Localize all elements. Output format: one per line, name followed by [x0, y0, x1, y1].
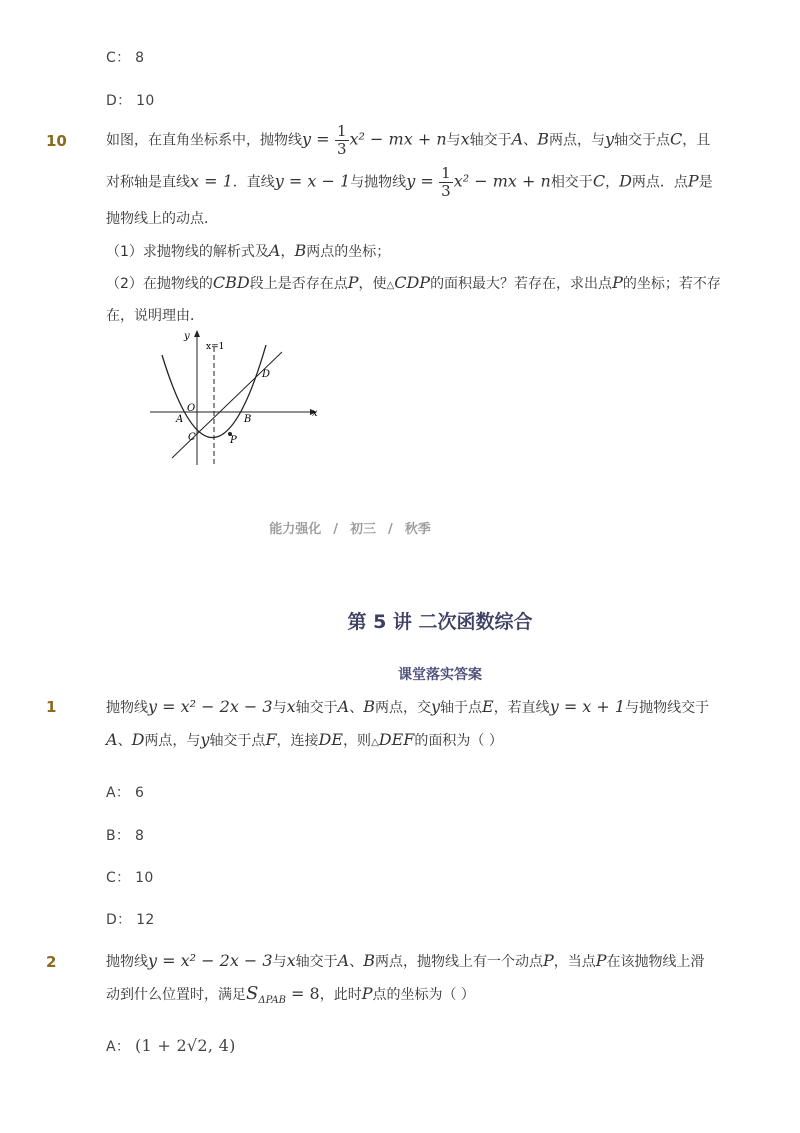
q1-line-2: A、D两点，与y轴交于点F，连接DE，则△DEF的面积为（ ）	[106, 730, 503, 749]
q1-option-c[interactable]: C： 10	[106, 870, 154, 886]
label-o: O	[187, 403, 196, 414]
q10-line-3: 抛物线上的动点．	[106, 211, 218, 227]
label-d: D	[262, 369, 271, 380]
q1-option-b[interactable]: B： 8	[106, 828, 145, 844]
label-b: B	[244, 414, 252, 425]
q2-line-1: 抛物线y = x² − 2x − 3与x轴交于A、B两点，抛物线上有一个动点P，当点P在该抛物线上滑	[106, 951, 705, 970]
q10-line-2: 对称轴是直线x = 1．直线y = x − 1与抛物线y = $\frac{1}{3}$ x² − mx + n相交于C，D两点．点P是	[106, 164, 713, 200]
label-a: A	[176, 414, 184, 425]
q10-part-2: （2）在抛物线的CBD段上是否存在点P，使△CDP的面积最大？若存在，求出点P的坐标；若不存	[106, 273, 721, 292]
question-number-2: 2	[46, 953, 57, 971]
label-p: P	[230, 435, 237, 446]
y-axis-arrow	[194, 330, 200, 337]
footer-breadcrumb: 能力强化 / 初三 / 秋季	[269, 522, 431, 537]
option-d-prev: D： 10	[106, 93, 155, 109]
q1-option-d[interactable]: D： 12	[106, 912, 155, 928]
fraction-one-third-2: $\frac{1}{3}$	[441, 164, 451, 200]
parabola-figure	[140, 325, 330, 470]
q10-part-1: （1）求抛物线的解析式及A，B两点的坐标；	[106, 241, 391, 260]
q2-line-2: 动到什么位置时，满足$S_{\Delta PAB} = 8$，此时P点的坐标为（ ）	[106, 983, 475, 1006]
section-title: 课堂落实答案	[398, 667, 482, 683]
fraction-one-third: $\frac{1}{3}$	[336, 122, 347, 158]
axis-label-y: y	[184, 331, 190, 342]
q2-option-a[interactable]: A： (1 + 2√2, 4)	[106, 1036, 236, 1055]
axis-label-x: x	[312, 408, 318, 419]
q10-part-2-cont: 在，说明理由．	[106, 308, 204, 324]
option-c-prev: C： 8	[106, 50, 145, 66]
label-c: C	[188, 432, 196, 443]
lesson-title: 第 5 讲 二次函数综合	[347, 611, 533, 633]
q1-line-1: 抛物线y = x² − 2x − 3与x轴交于A、B两点，交y轴于点E，若直线y = x + 1与抛物线交于	[106, 697, 710, 716]
question-number-1: 1	[46, 698, 57, 716]
q1-option-a[interactable]: A： 6	[106, 785, 145, 801]
question-number-10: 10	[46, 132, 67, 150]
line-label-x1: x=1	[206, 342, 225, 352]
q10-line-1: 如图，在直角坐标系中，抛物线y = $\frac{1}{3}$ x² − mx + n与x轴交于A、B两点，与y轴交于点C，且	[106, 122, 711, 158]
